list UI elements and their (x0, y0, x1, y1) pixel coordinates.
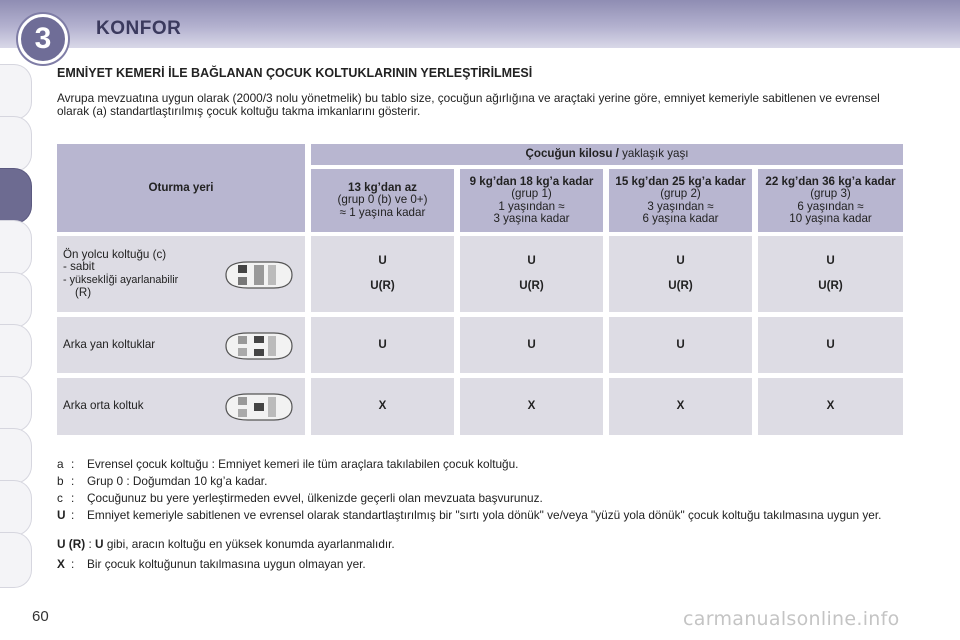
row-label-rear-side: Arka yan koltuklar (57, 317, 305, 373)
group-header: 9 kg’dan 18 kg’a kadar (grup 1) 1 yaşından ≈ 3 yaşına kadar (460, 169, 603, 232)
weight-header: Çocuğun kilosu / yaklaşık yaşı (311, 144, 903, 165)
footnote: U (R) : U gibi, aracın koltuğu en yüksek konumda ayarlanmalıdır. (57, 537, 395, 551)
cell-value: U (758, 317, 903, 373)
chapter-tab[interactable] (0, 324, 32, 380)
chapter-tab[interactable] (0, 532, 32, 588)
car-seat-diagram-rear-center (222, 391, 294, 423)
seat-column-header: Oturma yeri (57, 144, 305, 232)
page-number: 60 (32, 608, 49, 625)
chapter-tab[interactable] (0, 480, 32, 536)
cell-value: U U(R) (311, 236, 454, 312)
chapter-tab[interactable] (0, 220, 32, 276)
watermark: carmanualsonline.info (683, 608, 900, 630)
row-label-front-passenger: Ön yolcu koltuğu (c) - sabit - yükseklİği ayarlanabilir (R) (57, 236, 305, 312)
group-header: 13 kg’dan az (grup 0 (b) ve 0+) ≈ 1 yaşına kadar (311, 169, 454, 232)
intro-paragraph: Avrupa mevzuatına uygun olarak (2000/3 nolu yönetmelik) bu tablo size, çocuğun ağırlığına ve araçtaki yerine göre, emniyet kemeriyle sabitlenen ve evrensel olarak (a) standartlaştırılmış çocuk koltuğu takma imkanlarını gösterir. (57, 91, 880, 118)
group-header: 15 kg’dan 25 kg’a kadar (grup 2) 3 yaşından ≈ 6 yaşına kadar (609, 169, 752, 232)
chapter-tab[interactable] (0, 64, 32, 120)
section-title: EMNİYET KEMERİ İLE BAĞLANAN ÇOCUK KOLTUKLARININ YERLEŞTİRİLMESİ (57, 66, 533, 80)
cell-value: U (609, 317, 752, 373)
chapter-tab[interactable] (0, 428, 32, 484)
cell-value: X (460, 378, 603, 435)
car-seat-diagram-rear-side (222, 330, 294, 362)
cell-value: X (758, 378, 903, 435)
group-header: 22 kg’dan 36 kg’a kadar (grup 3) 6 yaşından ≈ 10 yaşına kadar (758, 169, 903, 232)
chapter-number-badge: 3 (18, 14, 68, 64)
chapter-tab[interactable] (0, 376, 32, 432)
cell-value: U (460, 317, 603, 373)
cell-value: X (609, 378, 752, 435)
chapter-title: KONFOR (96, 18, 182, 39)
chapter-tab[interactable] (0, 272, 32, 328)
cell-value: U U(R) (609, 236, 752, 312)
cell-value: U U(R) (460, 236, 603, 312)
row-label-rear-center: Arka orta koltuk (57, 378, 305, 435)
cell-value: U (311, 317, 454, 373)
cell-value: X (311, 378, 454, 435)
chapter-tab[interactable] (0, 116, 32, 172)
car-seat-diagram-front (222, 259, 294, 291)
cell-value: U U(R) (758, 236, 903, 312)
chapter-tab-active[interactable] (0, 168, 32, 224)
